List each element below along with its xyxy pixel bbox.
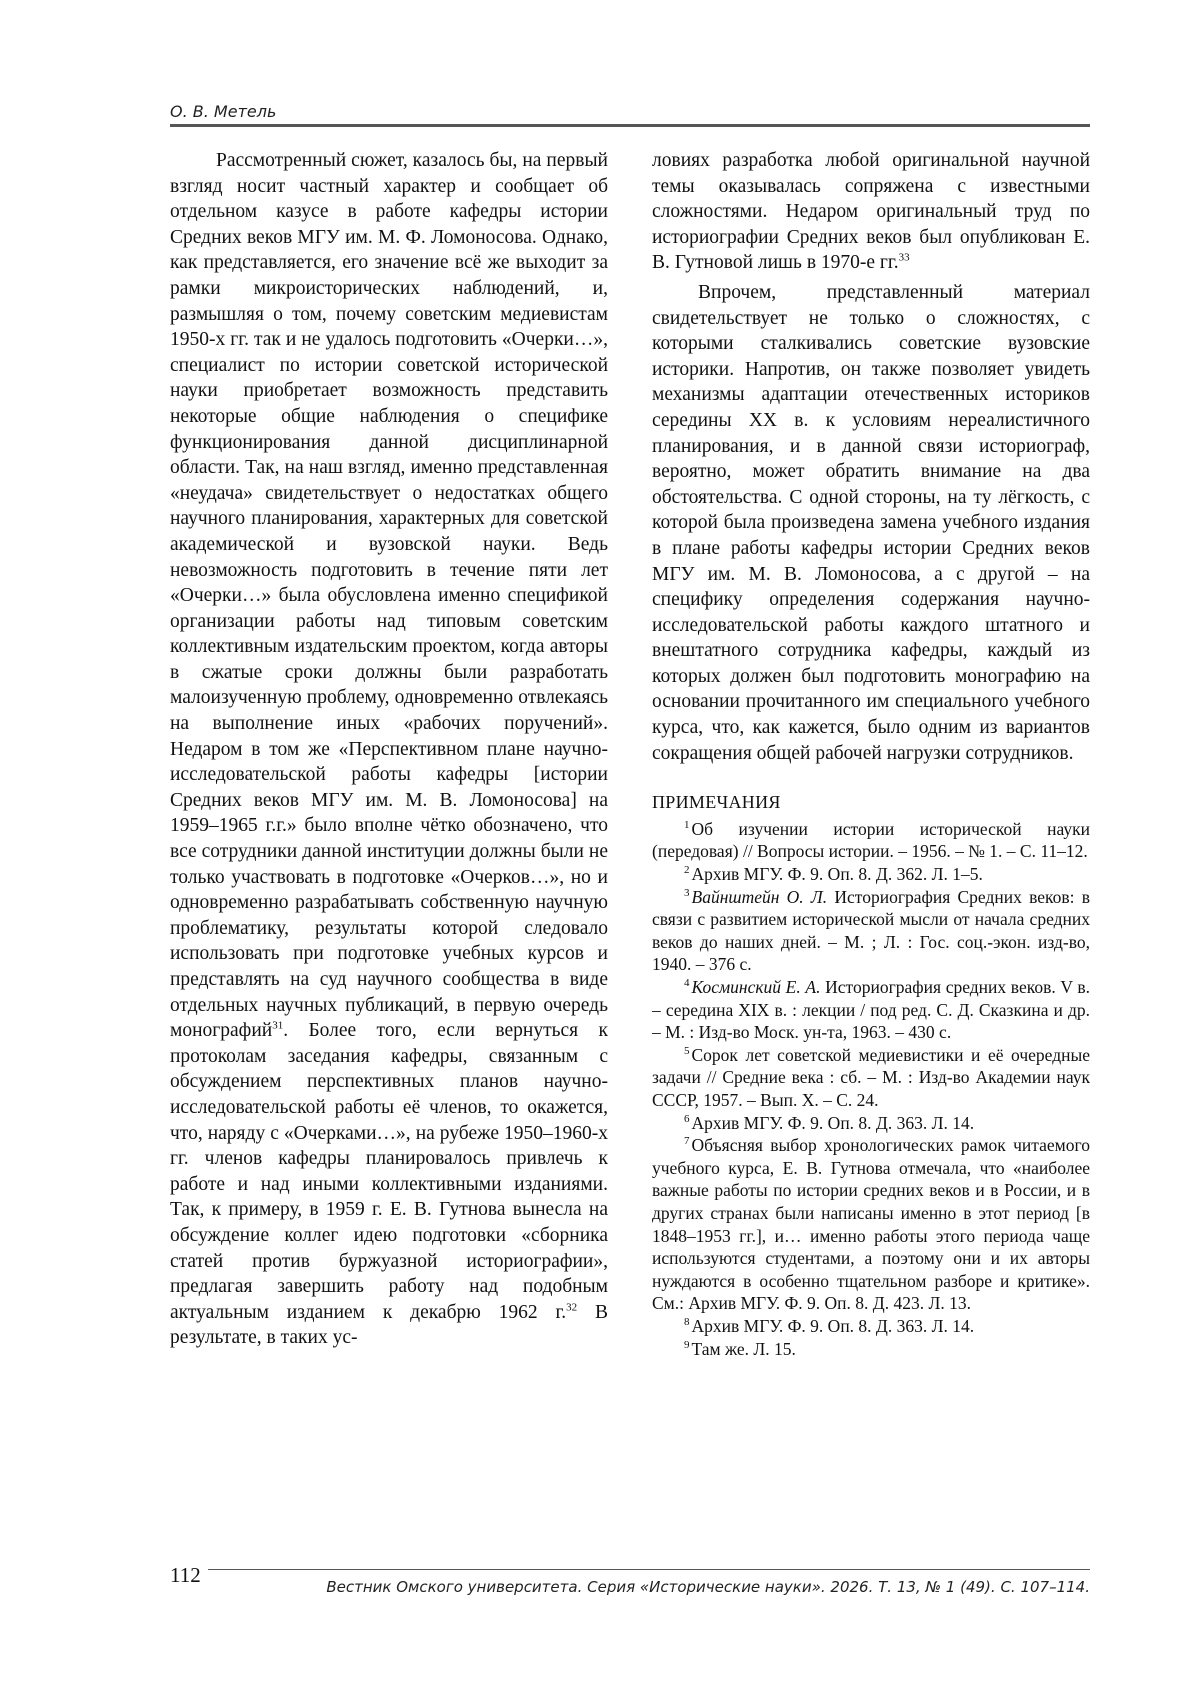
- note-number: 6: [684, 1112, 690, 1125]
- note-item: [652, 863, 1090, 886]
- running-header-author: О. В. Метель: [170, 102, 277, 121]
- note-item: [652, 1338, 1090, 1361]
- note-item: [652, 1112, 1090, 1135]
- note-text: Там же. Л. 15.: [691, 1338, 796, 1359]
- right-column: [652, 148, 1090, 1360]
- footnote-ref: 32: [566, 1301, 578, 1314]
- notes-list: [652, 818, 1090, 1360]
- note-item: [652, 976, 1090, 1044]
- note-item: [652, 1044, 1090, 1112]
- note-text: Историография средних веков. V в. – середина XIX в. : лекции / под ред. С. Д. Сказкина и др. – М. : Изд-во Моск. ун-та, 1963. – 430 с.: [652, 977, 1091, 1043]
- note-item: [652, 886, 1090, 976]
- note-item: [652, 818, 1090, 863]
- paragraph-text: ловиях разработка любой оригинальной научной темы оказывалась сопряжена с известными сложностями. Недаром оригинальный труд по историографии Средних веков был опубликован Е. В. Гутновой лишь в 1970-е гг.: [652, 150, 1090, 274]
- note-text: Об изучении истории исторической науки (передовая) // Вопросы истории. – 1956. – № 1. – С. 11–12.: [652, 818, 1090, 862]
- body-paragraph: Впрочем, представленный материал свидетельствует не только о сложностях, с которыми сталкивались советские вузовские историки. Напротив, он также позволяет увидеть механизмы адаптации отечественных историков середины XX в. к условиям нереалистичного планирования, и в данной связи историограф, вероятно, может обратить внимание на два обстоятельства. С одной стороны, на ту лёгкость, с которой была произведена замена учебного издания в плане работы кафедры истории Средних веков МГУ им. М. В. Ломоносова, а с другой – на специфику определения содержания научно-исследовательской работы каждого штатного и внештатного сотрудника кафедры, каждый из которых должен был подготовить монографию на основании прочитанного им специального учебного курса, что, как кажется, было одним из вариантов сокращения общей рабочей нагрузки сотрудников.: [652, 281, 1090, 764]
- body-paragraph-continued: [652, 148, 1090, 276]
- note-number: 7: [684, 1135, 690, 1148]
- note-number: 4: [684, 977, 690, 990]
- note-number: 2: [684, 864, 690, 877]
- paragraph-text: Рассмотренный сюжет, казалось бы, на первый взгляд носит частный характер и сообщает об отдельном казусе в работе кафедры истории Средних веков МГУ им. М. Ф. Ломоносова. Однако, как представляется, его значение всё же выходит за рамки микроисторических наблюдений, и, размышляя о том, почему советским медиевистам 1950-х гг. так и не удалось подготовить «Очерки…», специалист по истории советской исторической науки приобретает возможность представить некоторые общие наблюдения о специфике функционирования данной дисциплинарной области. Так, на наш взгляд, именно представленная «неудача» свидетельствует о недостатках общего научного планирования, характерных для советской академической и вузовской науки. Ведь невозможность подготовить в течение пяти лет «Очерки…» была обусловлена именно спецификой организации работы над типовым советским коллективным издательским проектом, когда авторы в сжатые сроки должны были разработать малоизученную проблему, одновременно отвлекаясь на выполнение иных «рабочих поручений». Недаром в том же «Перспективном плане научно-исследовательской работы кафедры [истории Средних веков МГУ им. М. В. Ломоносова] на 1959–1965 г.г.» было вполне чётко обозначено, что все сотрудники данной институции должны были не только участвовать в подготовке «Очерков…», но и одновременно разрабатывать собственную научную проблематику, результаты которой следовало использовать при подготовке учебных курсов и представлять на суд научного сообщества в виде отдельных научных публикаций, в первую очередь монографий: [170, 150, 608, 1042]
- note-text: Историография Средних веков: в связи с развитием исторической мысли от начала средних веков до наших дней. – М. ; Л. : Гос. соц.-экон. изд-во, 1940. – 376 с.: [652, 886, 1090, 975]
- paragraph-text: . Более того, если вернуться к протоколам заседания кафедры, связанным с обсуждением перспективных планов научно-исследовательской работы её членов, то окажется, что, наряду с «Очерками…», на рубеже 1950–1960-х гг. членов кафедры планировалось привлечь к работе и над иными коллективными изданиями. Так, к примеру, в 1959 г. Е. В. Гутнова вынесла на обсуждение коллег идею подготовки «сборника статей против буржуазной историографии», предлагая завершить работу над подобным актуальным изданием к декабрю 1962 г.: [170, 1020, 608, 1323]
- note-author: Косминский Е. А.: [691, 977, 821, 997]
- note-text: Сорок лет советской медиевистики и её очередные задачи // Средние века : сб. – М. : Изд-во Академии наук СССР, 1957. – Вып. X. – С. 24.: [652, 1044, 1090, 1110]
- footer-divider: [208, 1569, 1090, 1570]
- note-author: Вайнштейн О. Л.: [691, 886, 828, 907]
- notes-heading: ПРИМЕЧАНИЯ: [652, 792, 781, 813]
- paragraph-text: В результате, в таких ус-: [170, 1301, 608, 1349]
- note-item: [652, 1315, 1090, 1338]
- footnote-ref: 31: [272, 1019, 284, 1032]
- body-paragraph: [170, 148, 608, 1351]
- note-item: [652, 1134, 1090, 1315]
- note-number: 9: [684, 1338, 690, 1351]
- note-text: Архив МГУ. Ф. 9. Оп. 8. Д. 363. Л. 14.: [691, 1112, 975, 1133]
- note-number: 8: [684, 1316, 690, 1329]
- note-number: 1: [684, 819, 690, 832]
- left-column: [170, 148, 608, 1351]
- note-text: Архив МГУ. Ф. 9. Оп. 8. Д. 363. Л. 14.: [691, 1315, 975, 1336]
- note-text: Объясняя выбор хронологических рамок читаемого учебного курса, Е. В. Гутнова отмечала, что «наиболее важные работы по истории средних веков и в России, и в других странах были написаны именно в этот период [в 1848–1953 гг.], и… именно работы этого периода чаще используются студентами, а поэтому они и их авторы нуждаются в особенно тщательном разборе и критике». См.: Архив МГУ. Ф. 9. Оп. 8. Д. 423. Л. 13.: [652, 1135, 1090, 1314]
- note-text: Архив МГУ. Ф. 9. Оп. 8. Д. 362. Л. 1–5.: [691, 864, 983, 885]
- note-number: 5: [684, 1044, 690, 1057]
- journal-citation: Вестник Омского университета. Серия «Исторические науки». 2026. Т. 13, № 1 (49). С. 107–114.: [326, 1578, 1090, 1596]
- header-divider: [170, 124, 1090, 127]
- note-number: 3: [684, 886, 690, 899]
- footnote-ref: 33: [898, 251, 910, 264]
- page-number: 112: [170, 1563, 201, 1587]
